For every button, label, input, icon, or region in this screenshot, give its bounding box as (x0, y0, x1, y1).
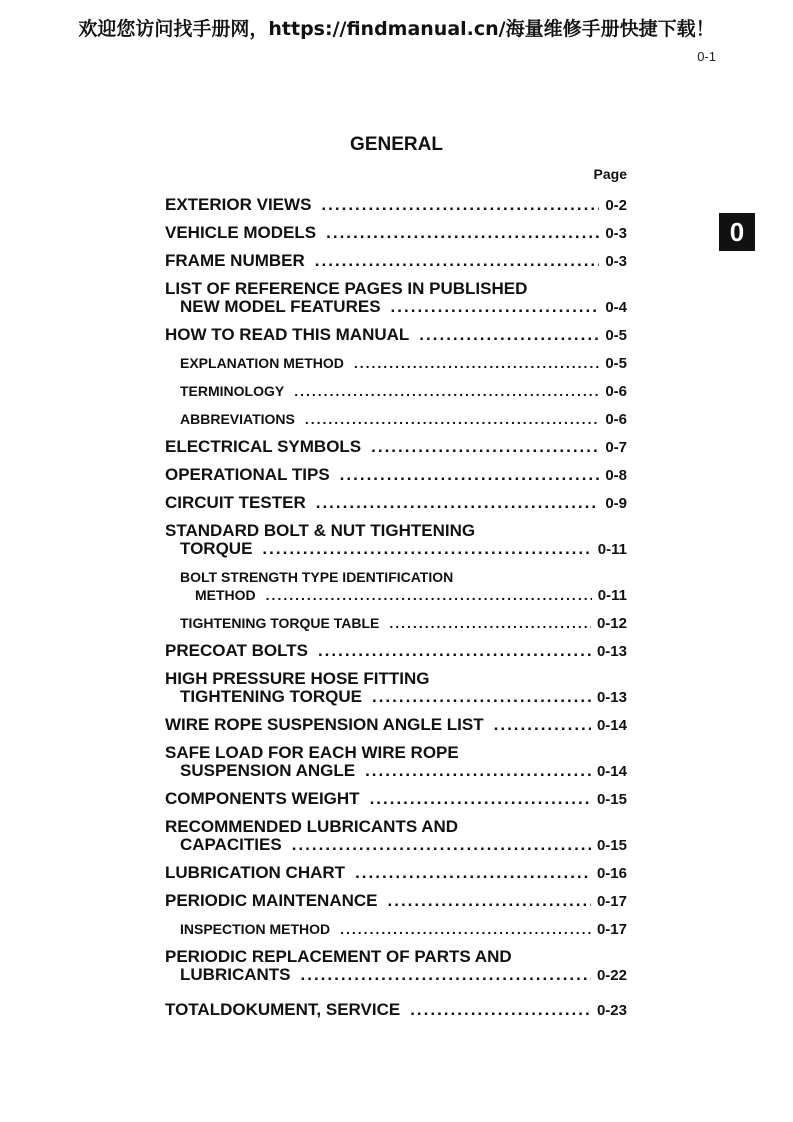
toc-entry-page: 0-13 (596, 643, 627, 660)
toc-entry-title: OPERATIONAL TIPS (165, 465, 330, 484)
toc-entry-title: COMPONENTS WEIGHT (165, 789, 360, 808)
toc-entry-title: TIGHTENING TORQUE TABLE (180, 615, 380, 631)
toc-entry-title-line1: RECOMMENDED LUBRICANTS AND (165, 817, 459, 836)
toc-entry-page: 0-2 (605, 197, 627, 214)
toc-entry-title-line1: LIST OF REFERENCE PAGES IN PUBLISHED (165, 279, 528, 298)
toc-entry-title: WIRE ROPE SUSPENSION ANGLE LIST (165, 715, 484, 734)
leader-dots (316, 494, 600, 512)
leader-dots (305, 410, 599, 428)
toc-entry-page: 0-3 (605, 253, 627, 270)
leader-dots (388, 892, 591, 910)
leader-dots (354, 354, 599, 372)
toc-entry-page: 0-6 (605, 411, 627, 428)
toc-entry-page: 0-14 (596, 763, 627, 780)
toc-entry-bolt-strength[interactable] (165, 568, 627, 605)
toc-entry-page: 0-11 (597, 541, 627, 558)
toc-entry-frame-number[interactable] (165, 252, 627, 271)
toc-entry-electrical-symbols[interactable] (165, 438, 627, 457)
leader-dots (365, 762, 591, 780)
toc-entry-explanation-method[interactable] (165, 354, 627, 373)
toc-entry-title: ELECTRICAL SYMBOLS (165, 437, 362, 456)
toc-entry-title: TERMINOLOGY (180, 383, 285, 399)
toc-entry-title: TORQUE (180, 539, 253, 558)
toc-entry-abbreviations[interactable] (165, 410, 627, 429)
toc-entry-title: HOW TO READ THIS MANUAL (165, 325, 410, 344)
leader-dots (355, 864, 591, 882)
toc-entry-operational-tips[interactable] (165, 466, 627, 485)
toc-entry-page: 0-8 (605, 467, 627, 484)
toc-entry-title: VEHICLE MODELS (165, 223, 317, 242)
toc-entry-page: 0-13 (596, 689, 627, 706)
toc-entry-title: LUBRICATION CHART (165, 863, 346, 882)
leader-dots (266, 586, 592, 604)
toc-entry-inspection-method[interactable] (165, 920, 627, 939)
toc-entry-page: 0-16 (596, 865, 627, 882)
toc-entry-exterior-views[interactable] (165, 196, 627, 215)
toc-entry-page: 0-6 (605, 383, 627, 400)
toc-entry-title: FRAME NUMBER (165, 251, 305, 270)
leader-dots (321, 196, 599, 214)
toc-entry-standard-bolt[interactable] (165, 522, 627, 559)
leader-dots (326, 224, 599, 242)
section-tab: 0 (719, 213, 755, 251)
toc-entry-title: SUSPENSION ANGLE (180, 761, 356, 780)
leader-dots (262, 540, 591, 558)
toc-entry-components-weight[interactable] (165, 790, 627, 809)
toc-entry-title: EXTERIOR VIEWS (165, 195, 312, 214)
page-column-header: Page (593, 166, 627, 182)
toc-entry-tightening-torque-table[interactable] (165, 614, 627, 633)
toc-entry-title: TIGHTENING TORQUE (180, 687, 362, 706)
toc-entry-hose-fitting[interactable] (165, 670, 627, 707)
site-banner: 欢迎您访问找手册网，https://findmanual.cn/海量维修手册快捷下载！ (78, 18, 715, 40)
toc-entry-terminology[interactable] (165, 382, 627, 401)
toc-entry-page: 0-23 (596, 1002, 627, 1019)
toc-entry-page: 0-14 (596, 717, 627, 734)
leader-dots (494, 716, 591, 734)
leader-dots (372, 688, 591, 706)
toc-entry-page: 0-4 (605, 299, 627, 316)
toc-entry-page: 0-11 (597, 587, 627, 604)
toc-entry-title-line1: STANDARD BOLT & NUT TIGHTENING (165, 521, 476, 540)
toc-entry-title: NEW MODEL FEATURES (180, 297, 381, 316)
toc-entry-lubrication-chart[interactable] (165, 864, 627, 883)
toc-entry-page: 0-12 (596, 615, 627, 632)
toc-entry-precoat-bolts[interactable] (165, 642, 627, 661)
leader-dots (370, 790, 591, 808)
toc-entry-page: 0-22 (596, 967, 627, 984)
toc-entry-title: EXPLANATION METHOD (180, 355, 344, 371)
leader-dots (292, 836, 591, 854)
toc-entry-title: PERIODIC MAINTENANCE (165, 891, 378, 910)
toc-entry-page: 0-5 (605, 327, 627, 344)
leader-dots (410, 1001, 591, 1019)
toc-entry-page: 0-3 (605, 225, 627, 242)
leader-dots (301, 966, 591, 984)
toc-entry-title: TOTALDOKUMENT, SERVICE (165, 1000, 401, 1019)
toc-entry-page: 0-9 (605, 495, 627, 512)
toc-entry-page: 0-5 (605, 355, 627, 372)
leader-dots (340, 920, 591, 938)
toc-entry-page: 0-17 (596, 893, 627, 910)
toc-entry-safe-load[interactable] (165, 744, 627, 781)
toc-entry-vehicle-models[interactable] (165, 224, 627, 243)
toc-entry-wire-rope-angle[interactable] (165, 716, 627, 735)
toc-entry-title: CAPACITIES (180, 835, 282, 854)
toc-entry-title: CIRCUIT TESTER (165, 493, 306, 512)
toc-entry-totaldokument[interactable] (165, 1001, 627, 1020)
toc-entry-page: 0-15 (596, 791, 627, 808)
toc-entry-how-to-read[interactable] (165, 326, 627, 345)
page-number: 0-1 (697, 49, 716, 64)
toc-entry-periodic-maintenance[interactable] (165, 892, 627, 911)
leader-dots (391, 298, 600, 316)
toc-entry-page: 0-15 (596, 837, 627, 854)
leader-dots (340, 466, 600, 484)
leader-dots (371, 438, 599, 456)
toc-entry-title: ABBREVIATIONS (180, 411, 295, 427)
toc-entry-title-line1: HIGH PRESSURE HOSE FITTING (165, 669, 430, 688)
toc-entry-title-line1: SAFE LOAD FOR EACH WIRE ROPE (165, 743, 459, 762)
toc-entry-title-line1: BOLT STRENGTH TYPE IDENTIFICATION (180, 569, 454, 585)
toc-entry-title: PRECOAT BOLTS (165, 641, 308, 660)
toc-entry-title: LUBRICANTS (180, 965, 291, 984)
toc-entry-title: INSPECTION METHOD (180, 921, 331, 937)
toc-entry-page: 0-17 (596, 921, 627, 938)
toc-entry-periodic-replacement[interactable] (165, 948, 627, 985)
toc-entry-reference-pages[interactable] (165, 280, 627, 317)
leader-dots (294, 382, 599, 400)
toc-entry-title: METHOD (195, 587, 256, 603)
leader-dots (318, 642, 591, 660)
table-of-contents (165, 166, 627, 1020)
leader-dots (389, 614, 591, 632)
toc-entry-recommended-lubricants[interactable] (165, 818, 627, 855)
leader-dots (419, 326, 599, 344)
toc-entry-circuit-tester[interactable] (165, 494, 627, 513)
leader-dots (315, 252, 600, 270)
page-title: GENERAL (350, 134, 443, 155)
toc-entry-title-line1: PERIODIC REPLACEMENT OF PARTS AND (165, 947, 512, 966)
toc-entry-page: 0-7 (605, 439, 627, 456)
